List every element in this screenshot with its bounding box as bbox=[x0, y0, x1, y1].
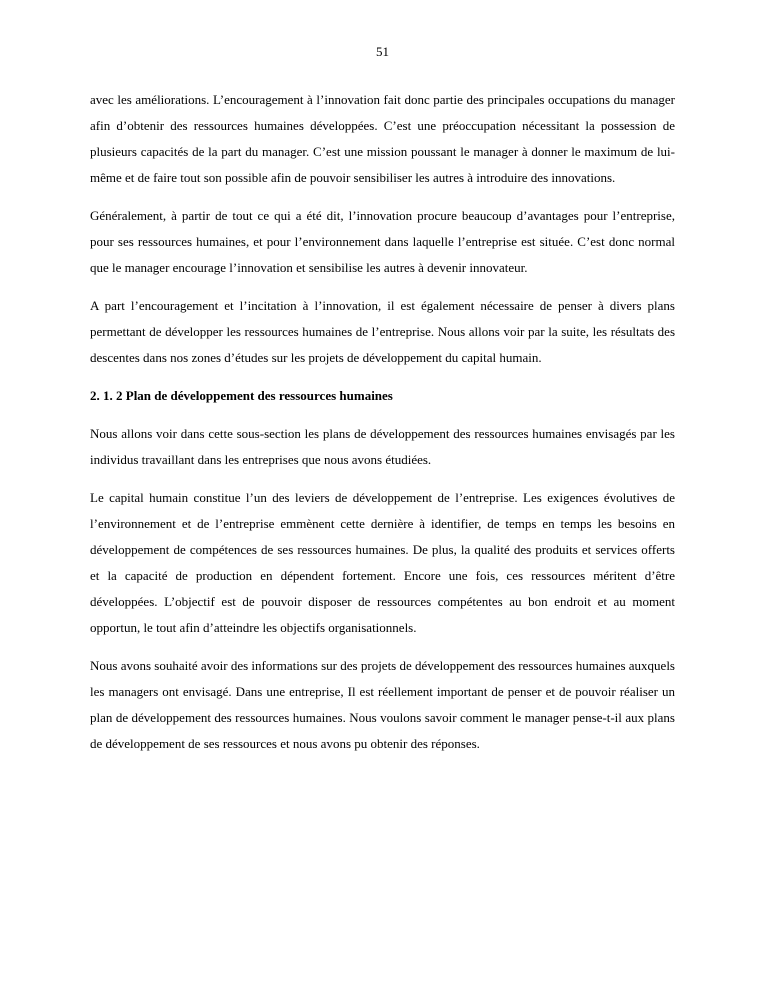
paragraph-manager-plans: Nous avons souhaité avoir des informations sur des projets de développement des ressources humaines auxquels les managers ont envisagé. Dans une entreprise, Il est réellement important de penser et de pouvoir réaliser un plan de développement des ressources humaines. Nous voulons savoir comment le manager pense-t-il aux plans de développement de ses ressources et nous avons pu obtenir des réponses. bbox=[90, 658, 675, 751]
paragraph-innovation-advantages: Généralement, à partir de tout ce qui a été dit, l’innovation procure beaucoup d’avantages pour l’entreprise, pour ses ressources humaines, et pour l’environnement dans laquelle l’entreprise est située. C’est donc normal que le manager encourage l’innovation et sensibilise les autres à devenir innovateur. bbox=[90, 208, 675, 275]
paragraph-subsection-intro: Nous allons voir dans cette sous-section les plans de développement des ressources humaines envisagés par les individus travaillant dans les entreprises que nous avons étudiées. bbox=[90, 426, 675, 467]
paragraph-human-capital: Le capital humain constitue l’un des leviers de développement de l’entreprise. Les exigences évolutives de l’environnement et de l’entreprise emmènent cette dernière à identifier, de temps en temps les besoins en développement de compétences de ses ressources humaines. De plus, la qualité des produits et services offerts et la capacité de production en dépendent fortement. Encore une fois, ces ressources méritent d’être développées. L’objectif est de pouvoir disposer de ressources compétentes au bon endroit et au moment opportun, le tout afin d’atteindre les objectifs organisationnels. bbox=[90, 490, 675, 635]
page-number: 51 bbox=[376, 44, 389, 59]
document-body bbox=[90, 87, 675, 769]
section-heading: 2. 1. 2 Plan de développement des ressources humaines bbox=[90, 388, 393, 403]
paragraph-development-plans-intro: A part l’encouragement et l’incitation à l’innovation, il est également nécessaire de penser à divers plans permettant de développer les ressources humaines de l’entreprise. Nous allons voir par la suite, les résultats des descentes dans nos zones d’études sur les projets de développement du capital humain. bbox=[90, 298, 675, 365]
paragraph-innovation-encouragement: avec les améliorations. L’encouragement à l’innovation fait donc partie des principales occupations du manager afin d’obtenir des ressources humaines développées. C’est une préoccupation nécessitant la possession de plusieurs capacités de la part du manager. C’est une mission poussant le manager à donner le maximum de lui-même et de faire tout son possible afin de pouvoir sensibiliser les autres à introduire des innovations. bbox=[90, 92, 675, 185]
